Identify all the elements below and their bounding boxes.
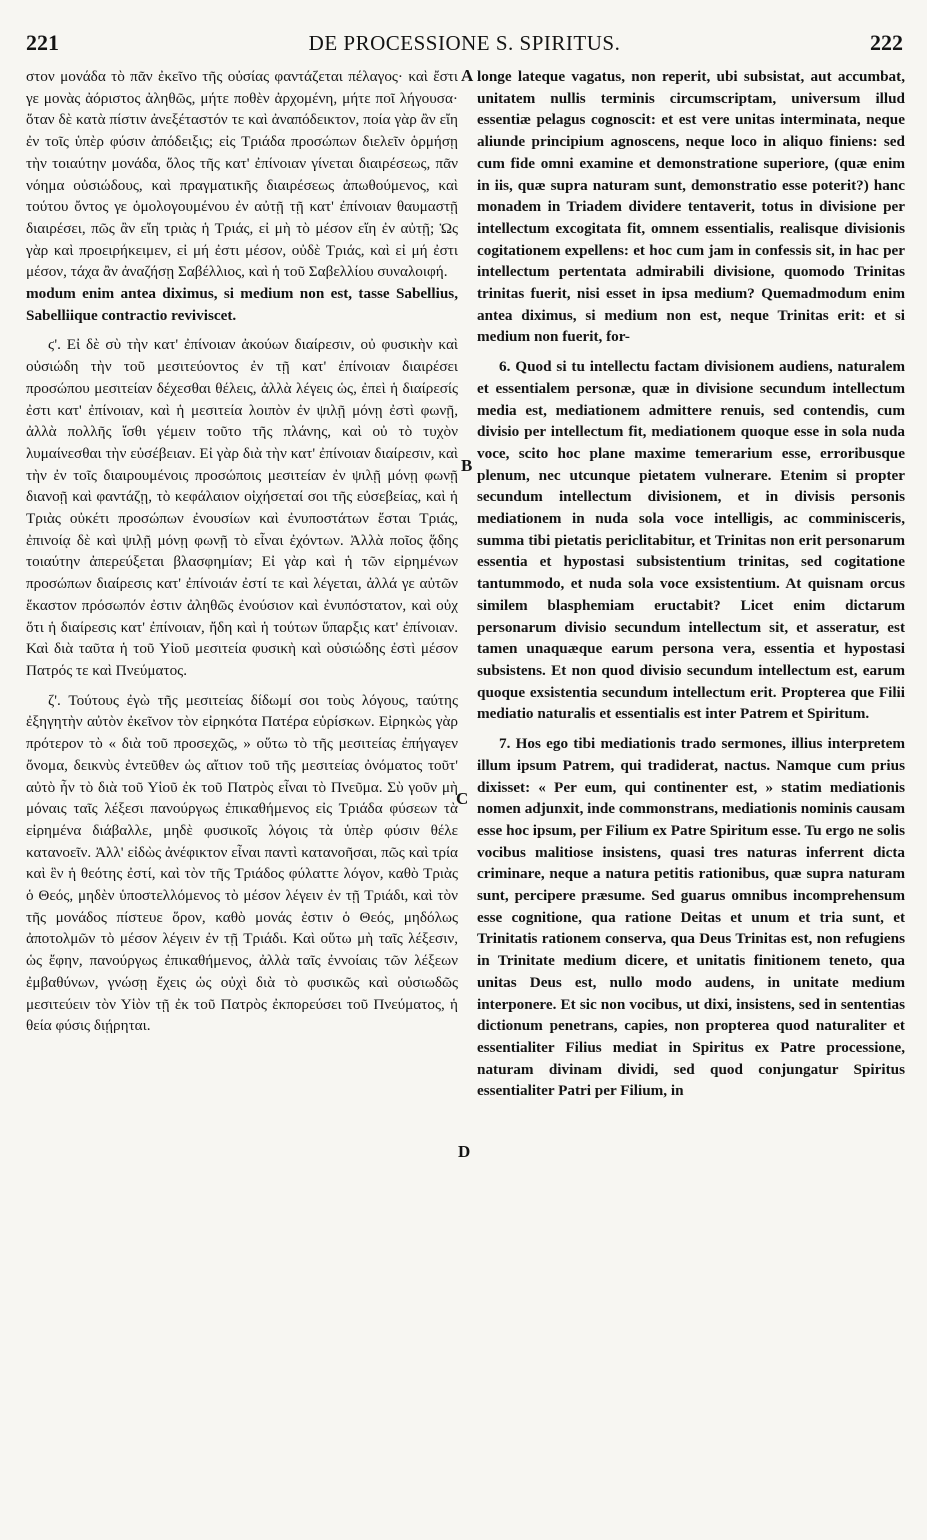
- margin-marker-d: D: [458, 1142, 471, 1161]
- greek-paragraph-1: στον μονάδα τὸ πᾶν ἐκεῖνο τῆς οὐσίας φαντάζεται πέλαγος· καὶ ἔστι γε μονὰς ἀόριστος ἀληθῶς, μήτε ποθὲν ἀρχομένη, μήτε ποῖ λήγουσα· ὅταν δὲ κατὰ πίστιν ἀνεξέταστόν τε καὶ ἀναπόδεικτον, ποία γὰρ ἂν εἴη ἐν τοῖς ὑπὲρ φύσιν ἀπόδειξις; εἰς Τριάδα προσώπων διελεῖν ὁρμήσῃ τὴν τοιαύτην μονάδα, ὅλος τῆς κατ' ἐπίνοιαν γίνεται διαιρέσεως, πᾶν νόημα οὐσιώδους, καὶ πραγματικῆς διαιρέσεως ἀπωθούμενος, καὶ τούτου ὄντος γε ὁμολογουμένου ἐν αὐτῇ τῇ κατ' ἐπίνοιαν θαυμαστῇ διαιρέσει, πῶς ἂν εἴη τριὰς ἡ Τριάς, εἰ μὴ τὸ μέσον εἴη ἐν αὐτῇ; Ὡς γὰρ καὶ προειρήκειμεν, εἰ μή ἐστι μέσον, οὐδὲ Τριάς, καὶ εἰ μή ἐστι μέσον, τάχα ἂν ἀναζήσῃ Σαβέλλιος, καὶ ἡ τοῦ Σαβελλίου συναλοιφή.: [26, 68, 458, 281]
- margin-marker-b: B: [461, 456, 473, 475]
- greek-paragraph-6: ϛ'. Εἰ δὲ σὺ τὴν κατ' ἐπίνοιαν ἀκούων διαίρεσιν, οὐ φυσικὴν καὶ οὐσιώδη τὴν τοῦ μεσιτεύοντος ἐν τῇ κατ' ἐπίνοιαν διαιρέσει προσώπου μεσιτείαν δέχεσθαι θέλεις, ἀλλὰ λέγεις ὡς, ἐπεὶ ἡ διαίρεσίς ἐστι κατ' ἐπίνοιαν, καὶ ἡ μεσιτεία λοιπὸν ἐν ψιλῇ μόνῃ ἐστὶ φωνῇ, ἀλλὰ πολλῆς ἴσθι γέμειν τοῦτο τῆς πλάνης, καὶ οὐ τὸ τυχὸν λυμαίνεσθαι τὴν εὐσέβειαν. Εἰ γὰρ διὰ τὴν κατ' ἐπίνοιαν διαίρεσιν, καὶ τὴν ἐν τοῖς διαιρουμένοις προσώποις μεσιτείαν ἐν ψιλῇ μόνῃ φωνῇ διανοῇ καὶ φαντάζῃ, τὸ κεφάλαιον οἰχήσεταί σοι τῆς εὐσεβείας, καὶ ἡ Τριὰς οὐκέτι προσώπων ἐνουσίων καὶ ἐνυποστάτων ἔσται Τριάς, ἐπινοίᾳ δὲ καὶ ψιλῇ μόνῃ φωνῇ τὸ εἶναι ἐχόντων. Ἀλλὰ ποῖος ᾅδης τοιαύτην ἀπερεύξεται βλασφημίαν; Εἰ γὰρ καὶ ἡ τῶν εἰρημένων προσώπων διαίρεσις κατ' ἐπίνοιάν ἐστί τε καὶ λέγεται, ἀλλά γε αὐτῶν ἕκαστον πρόσωπόν ἐστιν ἀληθῶς ἐνούσιον καὶ ἐνυπόστατον, καὶ οὐχ ὅτι ἡ διαίρεσις κατ' ἐπίνοιαν, ἤδη καὶ ἡ τούτων ὕπαρξις κατ' ἐπίνοιαν. Καὶ διὰ ταῦτα ἡ τοῦ Υἱοῦ μεσιτεία φυσικὴ καὶ οὐσιώδης ἐστὶ μέσον Πατρός τε καὶ Πνεύματος.: [26, 336, 458, 679]
- greek-paragraph-7: ζ'. Τούτους ἐγὼ τῆς μεσιτείας δίδωμί σοι τοὺς λόγους, ταύτης ἐξηγητὴν αὐτὸν ἐκεῖνον τὸν εἰρηκότα Πατέρα εὑρίσκων. Εἰρηκὼς γὰρ πρότερον τὸ « διὰ τοῦ προσεχῶς, » οὕτω τὸ τῆς μεσιτείας ἐπήγαγεν ὄνομα, δεικνὺς ἐντεῦθεν ὡς αἴτιον τοῦ τῆς μεσιτείας ὀνόματος τοῦτ' αὐτὸ ἦν τὸ διὰ τοῦ Υἱοῦ ἐκ τοῦ Πατρὸς εἶναι τὸ Πνεῦμα. Σὺ γοῦν μὴ μόναις ταῖς λέξεσι πανούργως ἐπικαθήμενος εἰς Τριάδα φύσεων τὰ εἰρημένα διάβαλλε, μηδὲ φυσικοῖς λόγοις τὰ ὑπὲρ φύσιν θέλε κατανοεῖν. Ἀλλ' εἰδὼς ἀνέφικτον εἶναι παντὶ κατανοῆσαι, πῶς καὶ τρία καὶ ἓν ἡ θεότης ἐστί, καὶ τὸν τῆς Τριάδος φύλαττε λόγον, καθὸ Τριὰς ὁ Θεός, μηδὲν ὑποστελλόμενος τὸ μέσον λέγειν ἐν τῇ Τριάδι, καὶ τὸν τῆς μονάδος πίστευε ὅρον, καθὸ μονάς ἐστιν ὁ Θεός, μηδόλως ἀποτολμῶν τὸ μέσον λέγειν ἐν τῇ Τριάδι. Καὶ οὕτω μὴ ταῖς λέξεσιν, ὡς ἔφην, πανούργως ἐπικαθήμενος, ἀλλὰ ταῖς ἐννοίαις τῶν λέξεων ἐμβαθύνων, γνώσῃ ἔχεις ὡς οὐχὶ διὰ τὸ φυσικῶς καὶ οὐσιωδῶς μεσιτεύειν τὸν Υἱὸν τῇ ἐκ τοῦ Πατρὸς ἐκπορεύσει τοῦ Πνεύματος, ἡ θεία φύσις διῄρηται.: [26, 691, 458, 1035]
- page-number-right: 222: [870, 30, 903, 55]
- latin-paragraph-6: 6. Quod si tu intellectu factam divisionem audiens, naturalem et essentialem personæ, quæ in divisione secundum intellectum media est, mediationem admittere renuis, sed contendis, cum divisio per intellectum fit, mediationem quoque esse in sola nuda voce, scito hoc plane maxime temerarium esse, erroribusque plenum, nec utcunque pietatem vulnerare. Etenim si propter secundum intellectum divisionem, et in divisis personis mediationem in nuda sola voce intelligis, ac comminisceris, summa tibi pietatis periclitabitur, et Trinitas non erit personarum essentia et hypostasi subsistentium trinitas, sed cogitatione tantummodo, et nuda sola voce exsistentium. At quisnam orcus similem blasphemiam eructabit? Licet enim dictarum personarum divisio secundum intellectum sit, et asseratur, est tamen unaquæque earum persona vera, essentia et hypostasi subsistens. Et non quod divisio secundum intellectum est, earum quoque exsistentia secundum intellectum erit. Propterea que Filii mediatio naturalis et essentialis est inter Patrem et Spiritum.: [477, 358, 905, 723]
- margin-marker-a: A: [461, 66, 474, 85]
- greek-column: [26, 66, 458, 1536]
- latin-paragraph-7: 7. Hos ego tibi mediationis trado sermones, illius interpretem illum ipsum Patrem, qui tradiderat, nactus. Namque cum prius dixisset: « Per eum, qui continenter est, » statim mediationis nomen adjunxit, inde commonstrans, mediationis nominis causam esse hoc ipsum, per Filium ex Patre Spiritum esse. Tu ergo ne solis vocibus malitiose insistens, quasi tres naturas inferrent dicta criminare, neque a natura petitis rationibus, quæ supra naturam sunt, percipere præsume. Sed guarus omnibus incomprehensum esse cognitione, qua ratione Deitas et unum et tria sunt, et Trinitatis rationem conserva, qua Deus Trinitas est, non refugiens in Trinitate medium dicere, et unitatis finitionem teneto, qua unitas Deus est, nullo modo audens, in unitate medium interponere. Et sic non vocibus, ut dixi, insistens, sed in sententias dictionum penetrans, capies, non propterea quod naturaliter et essentialiter Filius mediat in Spiritus ex Patre processione, naturam divinam dividi, sed quod conjungatur Spiritus essentialiter Patri per Filium, in: [477, 735, 905, 1100]
- latin-paragraph-1: longe lateque vagatus, non reperit, ubi subsistat, aut accumbat, unitatem nullis terminis circumscriptam, universum illud essentiæ pelagus cognoscit: et est vere unitas interminata, neque aliunde principium agnoscens, neque loco in aliquo finiens: sed cum fide omni examine et demonstratione superiore, (quæ enim in iis, quæ supra naturam sunt, demonstratio esse poterit?) hanc monadem in Triadem dividere tentaverit, totus in divisione per intellectum excogitata fit, omnem essentialis, realisque divisionis cogitationem expellens: et hoc cum jam in confessis sit, in hac per intellectum pertentata admirabili divisione, quomodo Trinitas trinitas fuerit, nisi esset in ipsa medium? Quemadmodum enim antea diximus, si medium non est, neque Trinitas erit: et si medium non fuerit, for-: [477, 68, 905, 346]
- latin-column: [477, 66, 905, 1536]
- page-number-left: 221: [26, 30, 59, 55]
- running-title: DE PROCESSIONE S. SPIRITUS.: [308, 31, 621, 55]
- margin-marker-c: C: [456, 789, 469, 808]
- latin-continuation: modum enim antea diximus, si medium non est, tasse Sabellius, Sabelliique contractio reviviscet.: [26, 285, 458, 324]
- page-header: [26, 30, 903, 60]
